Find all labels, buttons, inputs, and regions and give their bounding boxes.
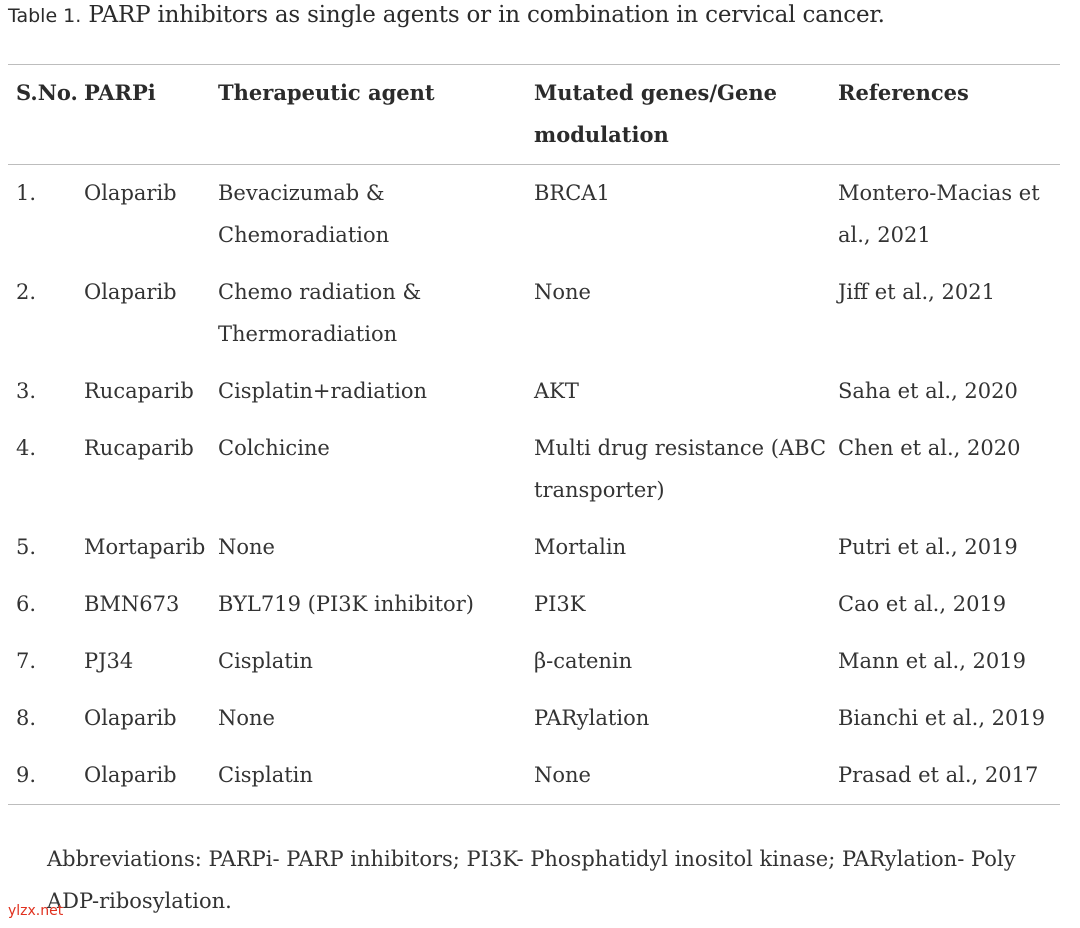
table-row	[8, 363, 1060, 420]
cell-parpi: Rucaparib	[84, 379, 194, 403]
cell-therapeutic-agent: Cisplatin	[218, 763, 313, 787]
column-header-parpi: PARPi	[84, 80, 156, 105]
cell-sno: 3.	[16, 379, 37, 403]
cell-sno: 6.	[16, 592, 37, 616]
table-row	[8, 264, 1060, 363]
cell-mutated-genes: Multi drug resistance (ABC transporter)	[534, 436, 827, 502]
cell-mutated-genes: BRCA1	[534, 181, 610, 205]
column-header-mutated-genes: Mutated genes/Gene modulation	[534, 80, 777, 147]
watermark: ylzx.net	[8, 903, 64, 919]
cell-reference: Chen et al., 2020	[838, 436, 1021, 460]
cell-therapeutic-agent: Chemo radiation & Thermoradiation	[218, 280, 422, 346]
parp-inhibitors-table	[8, 64, 1060, 805]
cell-reference: Saha et al., 2020	[838, 379, 1018, 403]
cell-sno: 7.	[16, 649, 37, 673]
table-row	[8, 690, 1060, 747]
cell-therapeutic-agent: Colchicine	[218, 436, 330, 460]
cell-sno: 5.	[16, 535, 37, 559]
cell-mutated-genes: PI3K	[534, 592, 586, 616]
cell-reference: Prasad et al., 2017	[838, 763, 1039, 787]
cell-parpi: Rucaparib	[84, 436, 194, 460]
cell-reference: Montero-Macias et al., 2021	[838, 181, 1040, 247]
cell-sno: 9.	[16, 763, 37, 787]
table-row	[8, 519, 1060, 576]
cell-mutated-genes: None	[534, 763, 591, 787]
cell-mutated-genes: PARylation	[534, 706, 650, 730]
cell-parpi: Olaparib	[84, 706, 177, 730]
column-header-references: References	[838, 80, 969, 105]
cell-sno: 1.	[16, 181, 37, 205]
cell-therapeutic-agent: BYL719 (PI3K inhibitor)	[218, 592, 474, 616]
cell-parpi: Olaparib	[84, 763, 177, 787]
cell-therapeutic-agent: Bevacizumab & Chemoradiation	[218, 181, 390, 247]
cell-mutated-genes: β-catenin	[534, 649, 633, 673]
cell-parpi: Olaparib	[84, 181, 177, 205]
cell-therapeutic-agent: Cisplatin+radiation	[218, 379, 428, 403]
cell-parpi: Olaparib	[84, 280, 177, 304]
cell-sno: 8.	[16, 706, 37, 730]
table-caption	[8, 2, 885, 28]
table-header-row	[8, 65, 1060, 165]
cell-reference: Cao et al., 2019	[838, 592, 1007, 616]
cell-mutated-genes: Mortalin	[534, 535, 627, 559]
cell-reference: Jiff et al., 2021	[838, 280, 995, 304]
cell-parpi: Mortaparib	[84, 535, 206, 559]
table-row	[8, 420, 1060, 519]
table-row	[8, 576, 1060, 633]
cell-mutated-genes: None	[534, 280, 591, 304]
table-caption-title: PARP inhibitors as single agents or in combination in cervical cancer.	[81, 2, 885, 28]
cell-parpi: PJ34	[84, 649, 134, 673]
cell-reference: Putri et al., 2019	[838, 535, 1018, 559]
table-row	[8, 747, 1060, 805]
table-row	[8, 633, 1060, 690]
table-caption-label: Table 1.	[8, 5, 82, 27]
column-header-therapeutic-agent: Therapeutic agent	[218, 80, 435, 105]
table-footnote: Abbreviations: PARPi- PARP inhibitors; PI3K- Phosphatidyl inositol kinase; PARylation- Poly ADP-ribosylation.	[47, 847, 1016, 913]
cell-reference: Mann et al., 2019	[838, 649, 1026, 673]
cell-mutated-genes: AKT	[534, 379, 579, 403]
cell-reference: Bianchi et al., 2019	[838, 706, 1046, 730]
cell-therapeutic-agent: Cisplatin	[218, 649, 313, 673]
column-header-sno: S.No.	[16, 80, 78, 105]
cell-sno: 4.	[16, 436, 37, 460]
table-row	[8, 165, 1060, 265]
cell-therapeutic-agent: None	[218, 535, 275, 559]
cell-therapeutic-agent: None	[218, 706, 275, 730]
cell-parpi: BMN673	[84, 592, 180, 616]
cell-sno: 2.	[16, 280, 37, 304]
